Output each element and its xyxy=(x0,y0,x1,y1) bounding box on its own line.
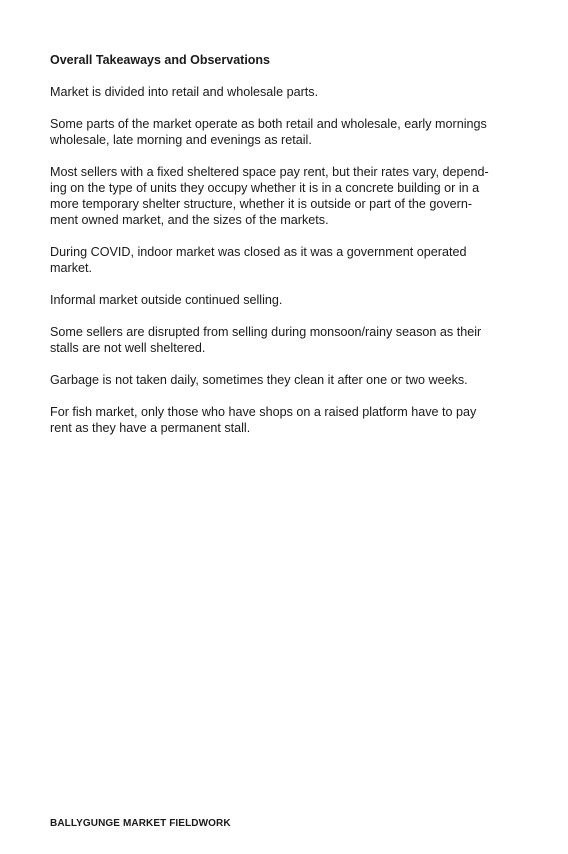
paragraph-line: rent as they have a permanent stall. xyxy=(50,421,251,435)
paragraph-line: more temporary shelter structure, whether it is outside or part of the govern- xyxy=(50,197,473,211)
paragraph-covid xyxy=(50,244,520,276)
paragraph-line: Informal market outside continued selling. xyxy=(50,293,283,307)
paragraph-rent xyxy=(50,164,520,228)
paragraph-line: Garbage is not taken daily, sometimes they clean it after one or two weeks. xyxy=(50,373,468,387)
paragraph-fish-market xyxy=(50,404,520,436)
document-body xyxy=(50,52,520,452)
paragraph-line: ment owned market, and the sizes of the markets. xyxy=(50,213,329,227)
paragraph-informal-market xyxy=(50,292,520,308)
paragraph-retail-wholesale xyxy=(50,84,520,100)
paragraph-line: Market is divided into retail and wholesale parts. xyxy=(50,85,319,99)
paragraph-line: Some parts of the market operate as both retail and wholesale, early mornings xyxy=(50,117,487,131)
paragraph-garbage xyxy=(50,372,520,388)
paragraph-line: Most sellers with a fixed sheltered space pay rent, but their rates vary, depend- xyxy=(50,165,489,179)
paragraph-line: For fish market, only those who have shops on a raised platform have to pay xyxy=(50,405,477,419)
paragraph-monsoon xyxy=(50,324,520,356)
paragraph-line: market. xyxy=(50,261,92,275)
paragraph-line: ing on the type of units they occupy whether it is in a concrete building or in a xyxy=(50,181,480,195)
section-heading: Overall Takeaways and Observations xyxy=(50,53,271,67)
paragraph-line: wholesale, late morning and evenings as retail. xyxy=(50,133,312,147)
paragraph-line: Some sellers are disrupted from selling during monsoon/rainy season as their xyxy=(50,325,482,339)
paragraph-operating-hours xyxy=(50,116,520,148)
page-footer: BALLYGUNGE MARKET FIELDWORK xyxy=(50,818,231,829)
paragraph-line: stalls are not well sheltered. xyxy=(50,341,206,355)
paragraph-line: During COVID, indoor market was closed as it was a government operated xyxy=(50,245,467,259)
